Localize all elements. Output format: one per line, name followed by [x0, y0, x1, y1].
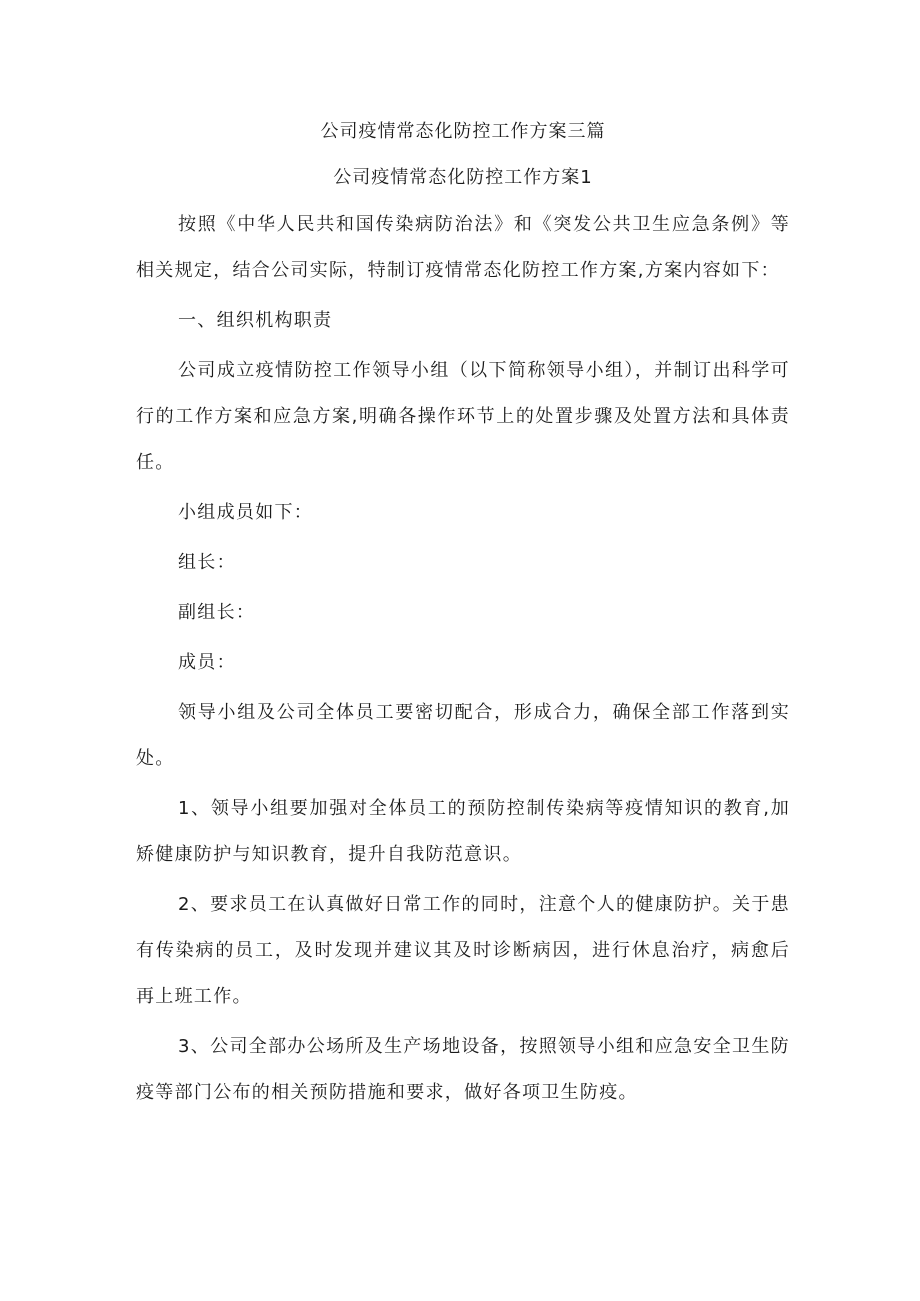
paragraph-item-3: 3、公司全部办公场所及生产场地设备，按照领导小组和应急安全卫生防疫等部门公布的相关预防措施和要求，做好各项卫生防疫。 [136, 1036, 790, 1103]
document-subtitle: 公司疫情常态化防控工作方案1 [333, 167, 593, 188]
paragraph-item-1: 1、领导小组要加强对全体员工的预防控制传染病等疫情知识的教育,加矫健康防护与知识教育，提升自我防范意识。 [136, 798, 790, 865]
paragraph-item-2: 2、要求员工在认真做好日常工作的同时，注意个人的健康防护。关于患有传染病的员工，及时发现并建议其及时诊断病因，进行休息治疗，病愈后再上班工作。 [136, 894, 790, 1007]
document-title: 公司疫情常态化防控工作方案三篇 [320, 121, 606, 142]
document-body [136, 116, 790, 1116]
paragraph-leadership-group: 公司成立疫情防控工作领导小组（以下简称领导小组），并制订出科学可行的工作方案和应急方案,明确各操作环节上的处置步骤及处置方法和具体责任。 [136, 360, 790, 473]
section-heading-organization: 一、组织机构职责 [178, 310, 333, 331]
paragraph-deputy-leader: 副组长： [178, 602, 256, 623]
paragraph-group-leader: 组长： [178, 552, 236, 573]
paragraph-cooperation: 领导小组及公司全体员工要密切配合，形成合力，确保全部工作落到实处。 [136, 702, 790, 769]
paragraph-members: 成员： [178, 652, 236, 673]
paragraph-intro: 按照《中华人民共和国传染病防治法》和《突发公共卫生应急条例》等相关规定，结合公司实际，特制订疫情常态化防控工作方案,方案内容如下： [136, 214, 790, 281]
paragraph-members-intro: 小组成员如下： [178, 502, 314, 523]
